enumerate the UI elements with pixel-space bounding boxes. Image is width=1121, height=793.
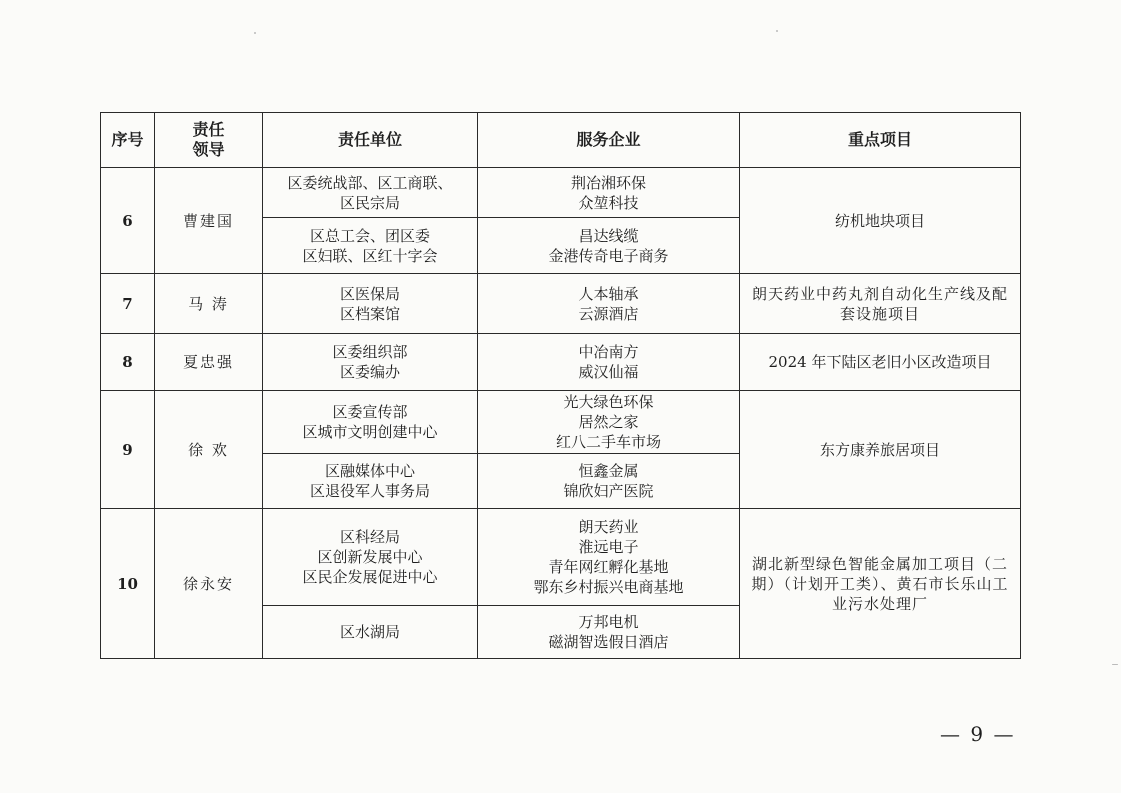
- unit-cell: 区委宣传部 区城市文明创建中心: [263, 391, 478, 454]
- enterprise-cell: 人本轴承 云源酒店: [478, 274, 740, 334]
- enterprise-cell: 万邦电机 磁湖智选假日酒店: [478, 606, 740, 659]
- scan-speck: [776, 30, 778, 32]
- leader-cell: 夏忠强: [155, 334, 263, 391]
- table-row: [101, 168, 1021, 218]
- enterprise-cell: 中冶南方 威汉仙福: [478, 334, 740, 391]
- enterprise-cell: 恒鑫金属 锦欣妇产医院: [478, 454, 740, 509]
- unit-cell: 区委组织部 区委编办: [263, 334, 478, 391]
- row-number: 8: [101, 334, 155, 391]
- header-no: 序号: [101, 113, 155, 168]
- header-project: 重点项目: [740, 113, 1021, 168]
- project-cell: 东方康养旅居项目: [740, 391, 1021, 509]
- unit-cell: 区科经局 区创新发展中心 区民企发展促进中心: [263, 509, 478, 606]
- row-number: 7: [101, 274, 155, 334]
- leader-cell: 马 涛: [155, 274, 263, 334]
- table-row: [101, 274, 1021, 334]
- table-row: [101, 509, 1021, 606]
- header-unit: 责任单位: [263, 113, 478, 168]
- header-row: [101, 113, 1021, 168]
- row-number: 6: [101, 168, 155, 274]
- unit-cell: 区医保局 区档案馆: [263, 274, 478, 334]
- table-row: [101, 391, 1021, 454]
- leader-cell: 徐 欢: [155, 391, 263, 509]
- enterprise-cell: 朗天药业 淮远电子 青年网红孵化基地 鄂东乡村振兴电商基地: [478, 509, 740, 606]
- enterprise-cell: 光大绿色环保 居然之家 红八二手车市场: [478, 391, 740, 454]
- row-number: 9: [101, 391, 155, 509]
- responsibility-table: [100, 112, 1021, 659]
- enterprise-cell: 荆冶湘环保 众堃科技: [478, 168, 740, 218]
- project-cell: 纺机地块项目: [740, 168, 1021, 274]
- row-number: 10: [101, 509, 155, 659]
- project-cell: 朗天药业中药丸剂自动化生产线及配 套设施项目: [740, 274, 1021, 334]
- unit-cell: 区委统战部、区工商联、 区民宗局: [263, 168, 478, 218]
- unit-cell: 区水湖局: [263, 606, 478, 659]
- leader-cell: 徐永安: [155, 509, 263, 659]
- page-number: — 9 —: [940, 722, 1016, 746]
- leader-cell: 曹建国: [155, 168, 263, 274]
- unit-cell: 区总工会、团区委 区妇联、区红十字会: [263, 218, 478, 274]
- scan-speck: [1112, 664, 1118, 665]
- project-cell: 2024 年下陆区老旧小区改造项目: [740, 334, 1021, 391]
- project-cell: 湖北新型绿色智能金属加工项目（二 期）（计划开工类）、黄石市长乐山工 业污水处理厂: [740, 509, 1021, 659]
- scan-speck: [254, 32, 256, 34]
- enterprise-cell: 昌达线缆 金港传奇电子商务: [478, 218, 740, 274]
- table-row: [101, 334, 1021, 391]
- unit-cell: 区融媒体中心 区退役军人事务局: [263, 454, 478, 509]
- header-leader: 责任 领导: [155, 113, 263, 168]
- header-enterprise: 服务企业: [478, 113, 740, 168]
